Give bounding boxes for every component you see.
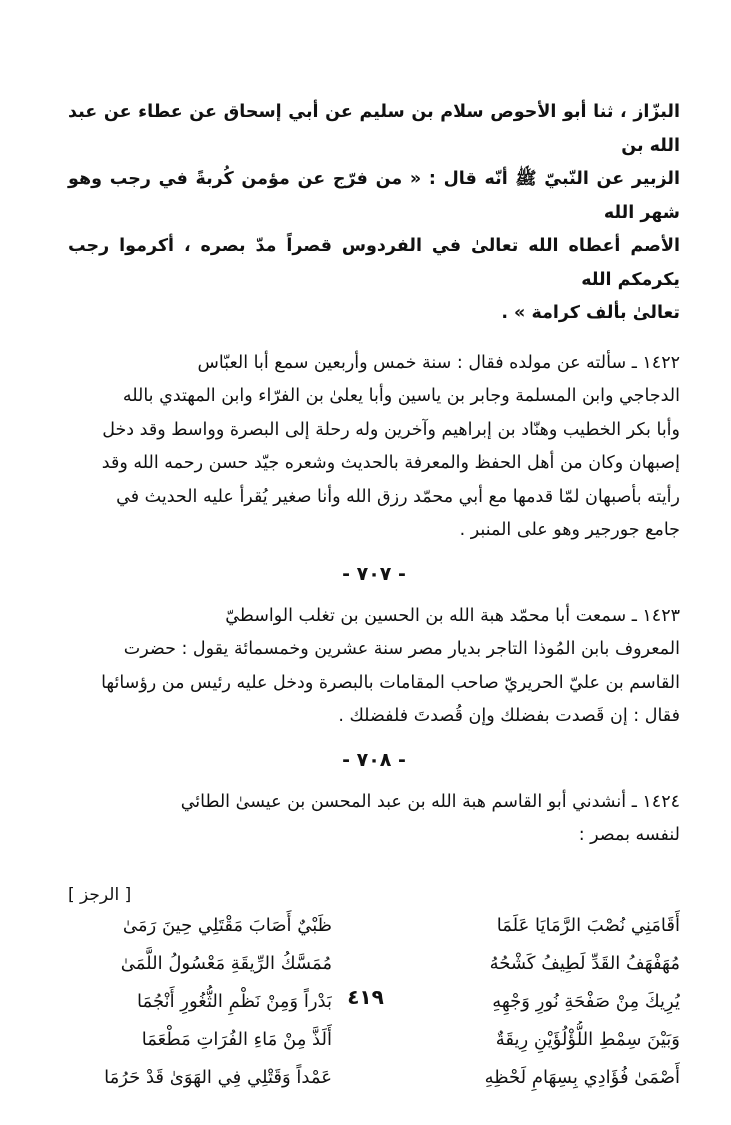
- text-line: وأبا بكر الخطيب وهنّاد بن إبراهيم وآخرين وله رحلة إلى البصرة وواسط وقد دخل: [102, 419, 680, 440]
- poem-meter-label: [ الرجز ]: [68, 884, 132, 905]
- verse-first-hemistich: مُهَفْهَفُ القَدِّ لَطِيفُ كَشْحُهُ: [489, 952, 680, 974]
- verse-first-hemistich: يُرِيكَ مِنْ صَفْحَةِ نُورِ وَجْهِهِ: [492, 990, 680, 1012]
- verse-first-hemistich: أَصْمَىٰ فُؤَادِي بِسِهَامِ لَحْظِهِ: [484, 1066, 680, 1088]
- text-line: رأيته بأصبهان لمّا قدمها مع أبي محمّد رزق الله وأنا صغير يُقرأ عليه الحديث في: [116, 486, 680, 507]
- verse-first-hemistich: أَقَامَنِي نُصْبَ الرَّمَايَا عَلَمَا: [496, 914, 680, 936]
- verse-first-hemistich: وَبَيْنَ سِمْطِ اللُّؤْلُؤَيْنِ رِيقَةٌ: [495, 1028, 680, 1050]
- text-line: فقال : إن قَصدت بفضلك وإن قُصدتَ فلفضلك .: [338, 706, 680, 726]
- text-line: إصبهان وكان من أهل الحفظ والمعرفة بالحديث وشعره جيّد حسن رحمه الله وقد: [101, 453, 680, 473]
- text-line: ١٤٢٤ ـ أنشدني أبو القاسم هبة الله بن عبد المحسن بن عيسىٰ الطائي: [180, 791, 680, 812]
- paragraph-hadith-ending: [68, 96, 680, 331]
- section-marker-707: - ٧٠٧ -: [342, 562, 406, 585]
- paragraph-entry-1423: [68, 600, 680, 734]
- verse-second-hemistich: بَدْراً وَمِنْ نَظْمِ الثُّغُورِ أَنْجُمَا: [137, 990, 332, 1012]
- verse-second-hemistich: ظَبْيٌ أَصَابَ مَقْتَلِي حِينَ رَمَىٰ: [122, 914, 332, 936]
- paragraph-entry-1422: [68, 347, 680, 548]
- text-line: الأصم أعطاه الله تعالىٰ في الفردوس قصراً مدّ بصره ، أكرموا رجب يكرمكم الله: [68, 236, 680, 290]
- poem-verse: [68, 1059, 680, 1097]
- text-line: الزبير عن النّبيّ ﷺ أنّه قال : « من فرّج عن مؤمن كُربةً في رجب وهو شهر الله: [68, 169, 680, 223]
- text-line: الدجاجي وابن المسلمة وجابر بن ياسين وأبا يعلىٰ بن الفرّاء وابن المهتدي بالله: [122, 386, 680, 406]
- page-body: [68, 96, 680, 1097]
- text-line: المعروف بابن المُوذا التاجر بديار مصر سنة عشرين وخمسمائة يقول : حضرت: [123, 639, 680, 659]
- section-marker-708: - ٧٠٨ -: [342, 748, 406, 771]
- page-number: ٤١٩: [347, 985, 384, 1009]
- poem-verse: [68, 1021, 680, 1059]
- text-line: جامع جورجير وهو على المنبر .: [459, 520, 680, 540]
- poem-verse: [68, 945, 680, 983]
- text-line: تعالىٰ بألف كرامة » .: [501, 303, 680, 323]
- paragraph-entry-1424: [68, 786, 680, 853]
- text-line: لنفسه بمصر :: [578, 825, 680, 845]
- text-line: البزّاز ، ثنا أبو الأحوص سلام بن سليم عن أبي إسحاق عن عطاء عن عبد الله بن: [68, 102, 680, 156]
- text-line: القاسم بن عليّ الحريريّ صاحب المقامات بالبصرة ودخل عليه رئيس من رؤسائها: [101, 672, 680, 693]
- verse-second-hemistich: مُمَسَّكُ الرِّيقَةِ مَعْسُولُ اللَّمَىٰ: [120, 952, 332, 974]
- poem-verse: [68, 907, 680, 945]
- text-line: ١٤٢٢ ـ سألته عن مولده فقال : سنة خمس وأربعين سمع أبا العبّاس: [197, 352, 680, 373]
- verse-second-hemistich: أَلَذَّ مِنْ مَاءِ الفُرَاتِ مَطْعَمَا: [141, 1028, 332, 1050]
- verse-second-hemistich: عَمْداً وَقَتْلِي فِي الهَوَىٰ قَدْ حَرُمَا: [104, 1066, 332, 1088]
- text-line: ١٤٢٣ ـ سمعت أبا محمّد هبة الله بن الحسين بن تغلب الواسطيّ: [225, 605, 680, 626]
